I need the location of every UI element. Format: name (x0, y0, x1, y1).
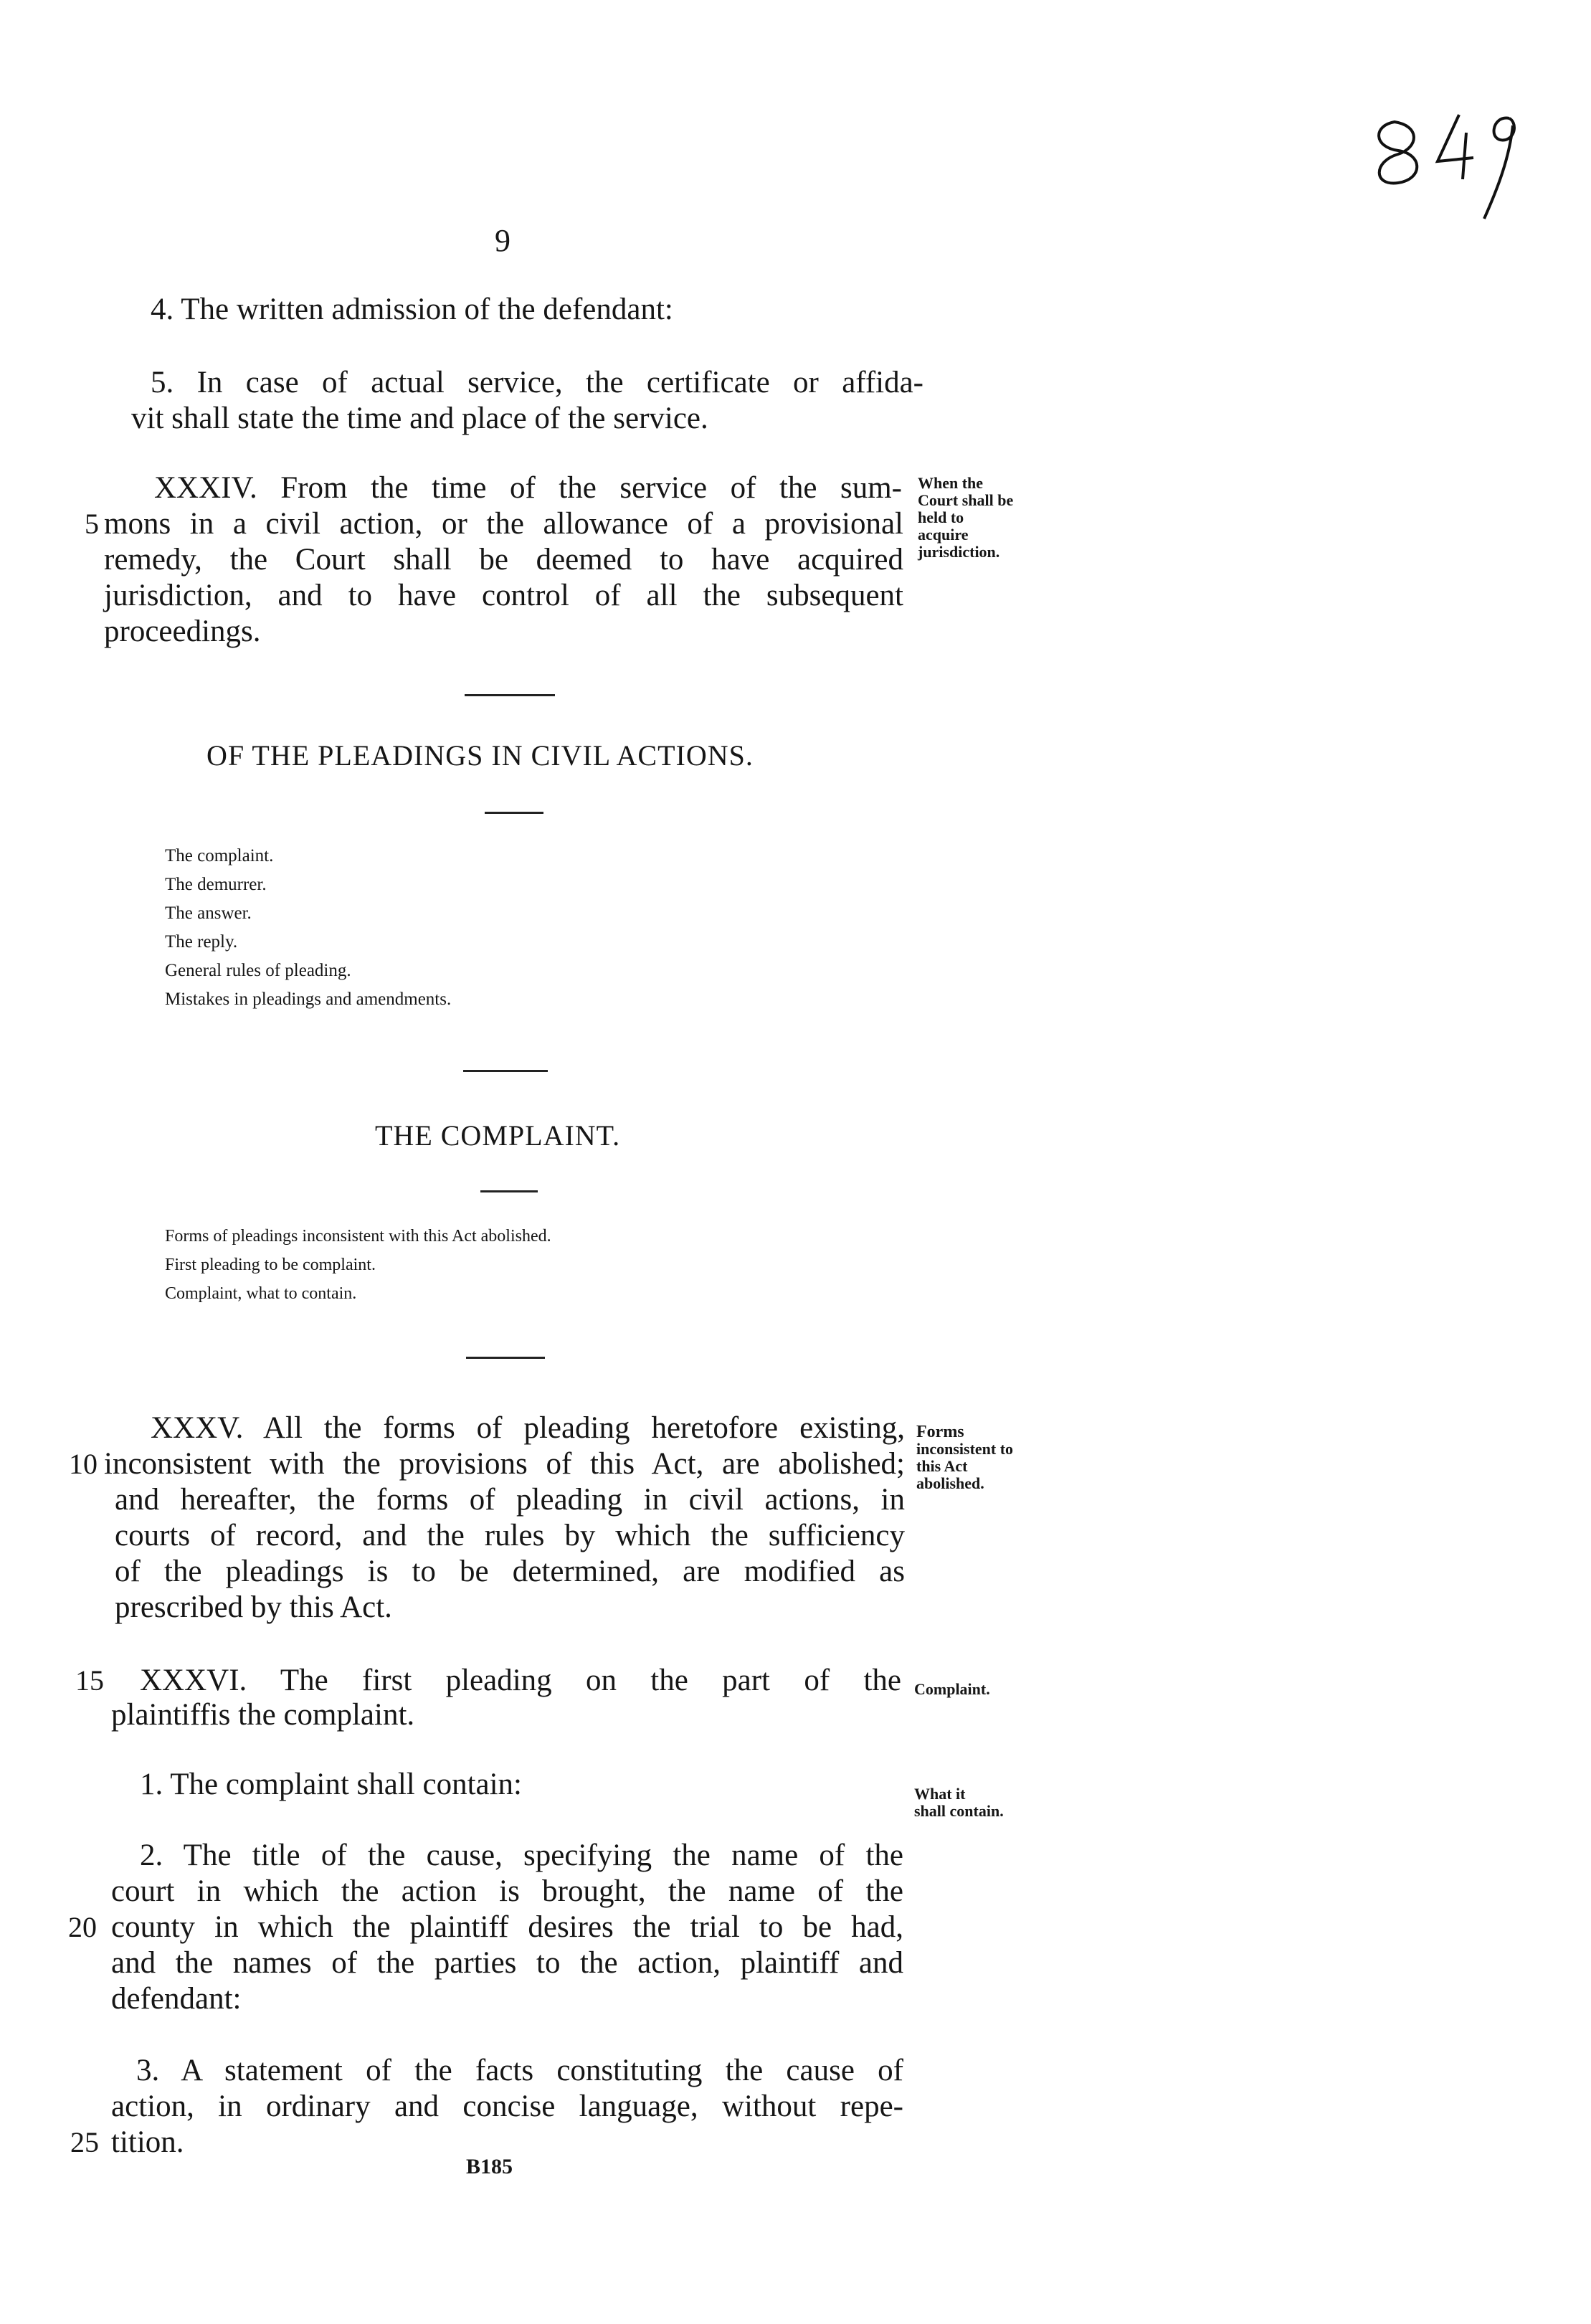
page-number: 9 (495, 223, 510, 258)
item-4: 4. The written admission of the defendant: (151, 293, 673, 326)
heading-pleadings: OF THE PLEADINGS IN CIVIL ACTIONS. (206, 739, 754, 772)
margin-note-jurisdiction: When the Court shall be held to acquire jurisdiction. (918, 474, 1014, 561)
divider-rule (466, 1357, 545, 1359)
line-number: 20 (68, 1911, 97, 1943)
divider-rule (480, 1190, 538, 1192)
heading-complaint: THE COMPLAINT. (375, 1119, 621, 1152)
complaint-contents-list: Forms of pleadings inconsistent with this Act abolished. First pleading to be complaint. Complaint, what to contain. (165, 1227, 551, 1303)
item-5-line-1: 5. In case of actual service, the certificate or affida- (151, 366, 923, 399)
signature-mark: B185 (466, 2155, 513, 2178)
item-1: 1. The complaint shall contain: (140, 1768, 523, 1801)
divider-rule (463, 1070, 548, 1072)
divider-rule (485, 812, 543, 814)
pleadings-contents-list: The complaint. The demurrer. The answer. The reply. General rules of pleading. Mistakes in pleadings and amendments. (165, 846, 452, 1009)
item-5-line-2: vit shall state the time and place of the service. (131, 402, 708, 435)
margin-note-complaint: Complaint. (914, 1680, 990, 1698)
svg-text:849: 849 (1366, 93, 1367, 94)
line-number: 25 (70, 2126, 99, 2158)
margin-note-forms-abolished: Forms inconsistent to this Act abolished. (916, 1423, 1014, 1492)
margin-note-what-it-shall-contain: What it shall contain. (914, 1785, 1004, 1820)
line-number: 10 (69, 1448, 98, 1480)
line-number: 15 (75, 1664, 104, 1697)
line-number: 5 (85, 508, 99, 540)
handwritten-page-number (1366, 93, 1531, 229)
divider-rule (465, 694, 555, 696)
